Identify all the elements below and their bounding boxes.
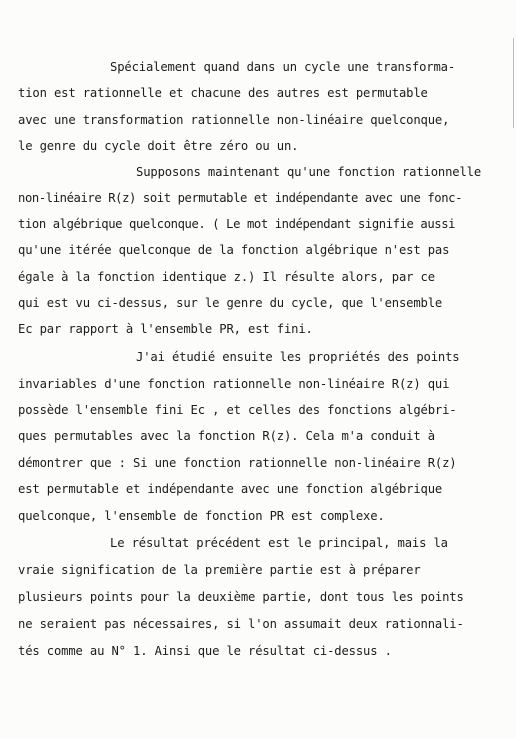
text-line: démontrer que : Si une fonction rationnelle non-linéaire R(z) (18, 456, 457, 470)
text-line: plusieurs points pour la deuxième partie, dont tous les points (18, 590, 464, 604)
text-line: quelconque, l'ensemble de fonction PR est complexe. (18, 509, 385, 523)
text-line: vraie signification de la première partie est à préparer (18, 563, 421, 577)
page-edge-mark (513, 38, 514, 128)
text-line: tés comme au N° 1. Ainsi que le résultat ci-dessus . (18, 644, 392, 658)
text-line: est permutable et indépendante avec une fonction algébrique (18, 482, 443, 496)
text-line: tion est rationnelle et chacune des autres est permutable (18, 86, 428, 100)
text-line: J'ai étudié ensuite les propriétés des points (136, 350, 460, 364)
text-line: non-linéaire R(z) soit permutable et indépendante avec une fonc- (18, 191, 462, 205)
text-line: Le résultat précédent est le principal, mais la (110, 536, 448, 550)
text-line: le genre du cycle doit être zéro ou un. (18, 139, 299, 153)
text-line: égale à la fonction identique z.) Il résulte alors, par ce (18, 270, 435, 284)
text-line: ne seraient pas nécessaires, si l'on assumait deux rationnali- (18, 617, 464, 631)
text-line: qu'une itérée quelconque de la fonction algébrique n'est pas (18, 243, 450, 257)
text-line: Supposons maintenant qu'une fonction rationnelle (136, 165, 481, 179)
text-line: Ec par rapport à l'ensemble PR, est fini. (18, 322, 313, 336)
text-line: possède l'ensemble fini Ec , et celles des fonctions algébri- (18, 403, 457, 417)
text-line: qui est vu ci-dessus, sur le genre du cycle, que l'ensemble (18, 296, 443, 310)
text-line: ques permutables avec la fonction R(z). Cela m'a conduit à (18, 429, 435, 443)
text-line: invariables d'une fonction rationnelle non-linéaire R(z) qui (18, 377, 450, 391)
text-line: Spécialement quand dans un cycle une transforma- (110, 60, 455, 74)
text-line: avec une transformation rationnelle non-linéaire quelconque, (18, 113, 450, 127)
text-line: tion algébrique quelconque. ( Le mot indépendant signifie aussi (18, 217, 456, 231)
